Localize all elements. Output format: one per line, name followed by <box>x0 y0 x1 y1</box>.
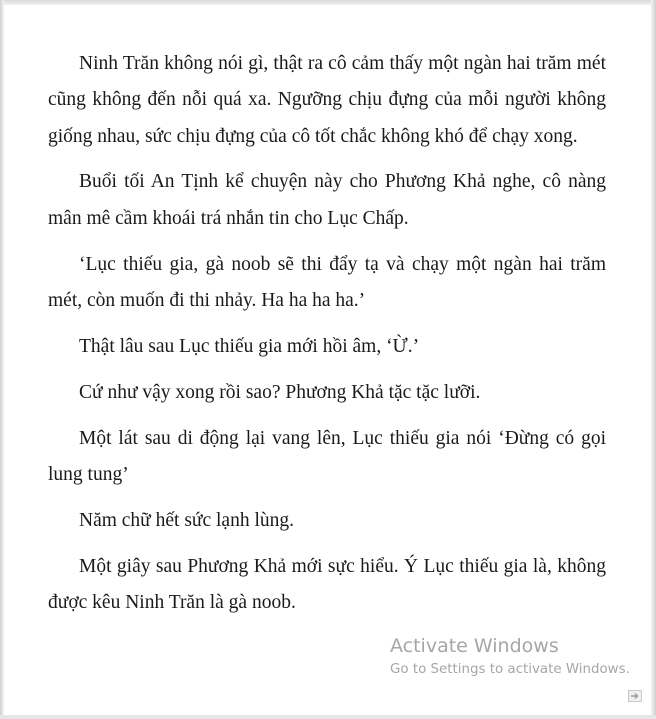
window-frame-bottom <box>0 715 656 719</box>
document-page <box>48 46 606 631</box>
window-frame-top <box>0 0 656 5</box>
arrow-cursor-icon <box>628 690 642 702</box>
window-frame-left <box>0 0 4 719</box>
paragraph: Ninh Trăn không nói gì, thật ra cô cảm thấy một ngàn hai trăm mét cũng không đến nỗi quá xa. Ngưỡng chịu đựng của mỗi người không giống nhau, sức chịu đựng của cô tốt chắc không khó để chạy xong. <box>48 53 606 147</box>
watermark-subtitle: Go to Settings to activate Windows. <box>390 662 630 677</box>
watermark-title: Activate Windows <box>390 635 559 657</box>
window-frame-right <box>651 0 656 719</box>
paragraph: Cứ như vậy xong rồi sao? Phương Khả tặc tặc lưỡi. <box>79 381 481 403</box>
paragraph: Buổi tối An Tịnh kể chuyện này cho Phương Khả nghe, cô nàng mân mê cầm khoái trá nhắn tin cho Lục Chấp. <box>48 171 606 229</box>
paragraph: Một lát sau di động lại vang lên, Lục thiếu gia nói ‘Đừng có gọi lung tung’ <box>48 427 606 485</box>
paragraph: ‘Lục thiếu gia, gà noob sẽ thi đẩy tạ và chạy một ngàn hai trăm mét, còn muốn đi thi nhảy. Ha ha ha ha.’ <box>48 253 606 311</box>
paragraph: Một giây sau Phương Khả mới sực hiểu. Ý Lục thiếu gia là, không được kêu Ninh Trăn là gà noob. <box>48 555 606 614</box>
paragraph: Năm chữ hết sức lạnh lùng. <box>79 509 295 531</box>
activate-windows-watermark <box>390 633 630 681</box>
paragraph: Thật lâu sau Lục thiếu gia mới hồi âm, ‘Ừ.’ <box>79 335 420 357</box>
